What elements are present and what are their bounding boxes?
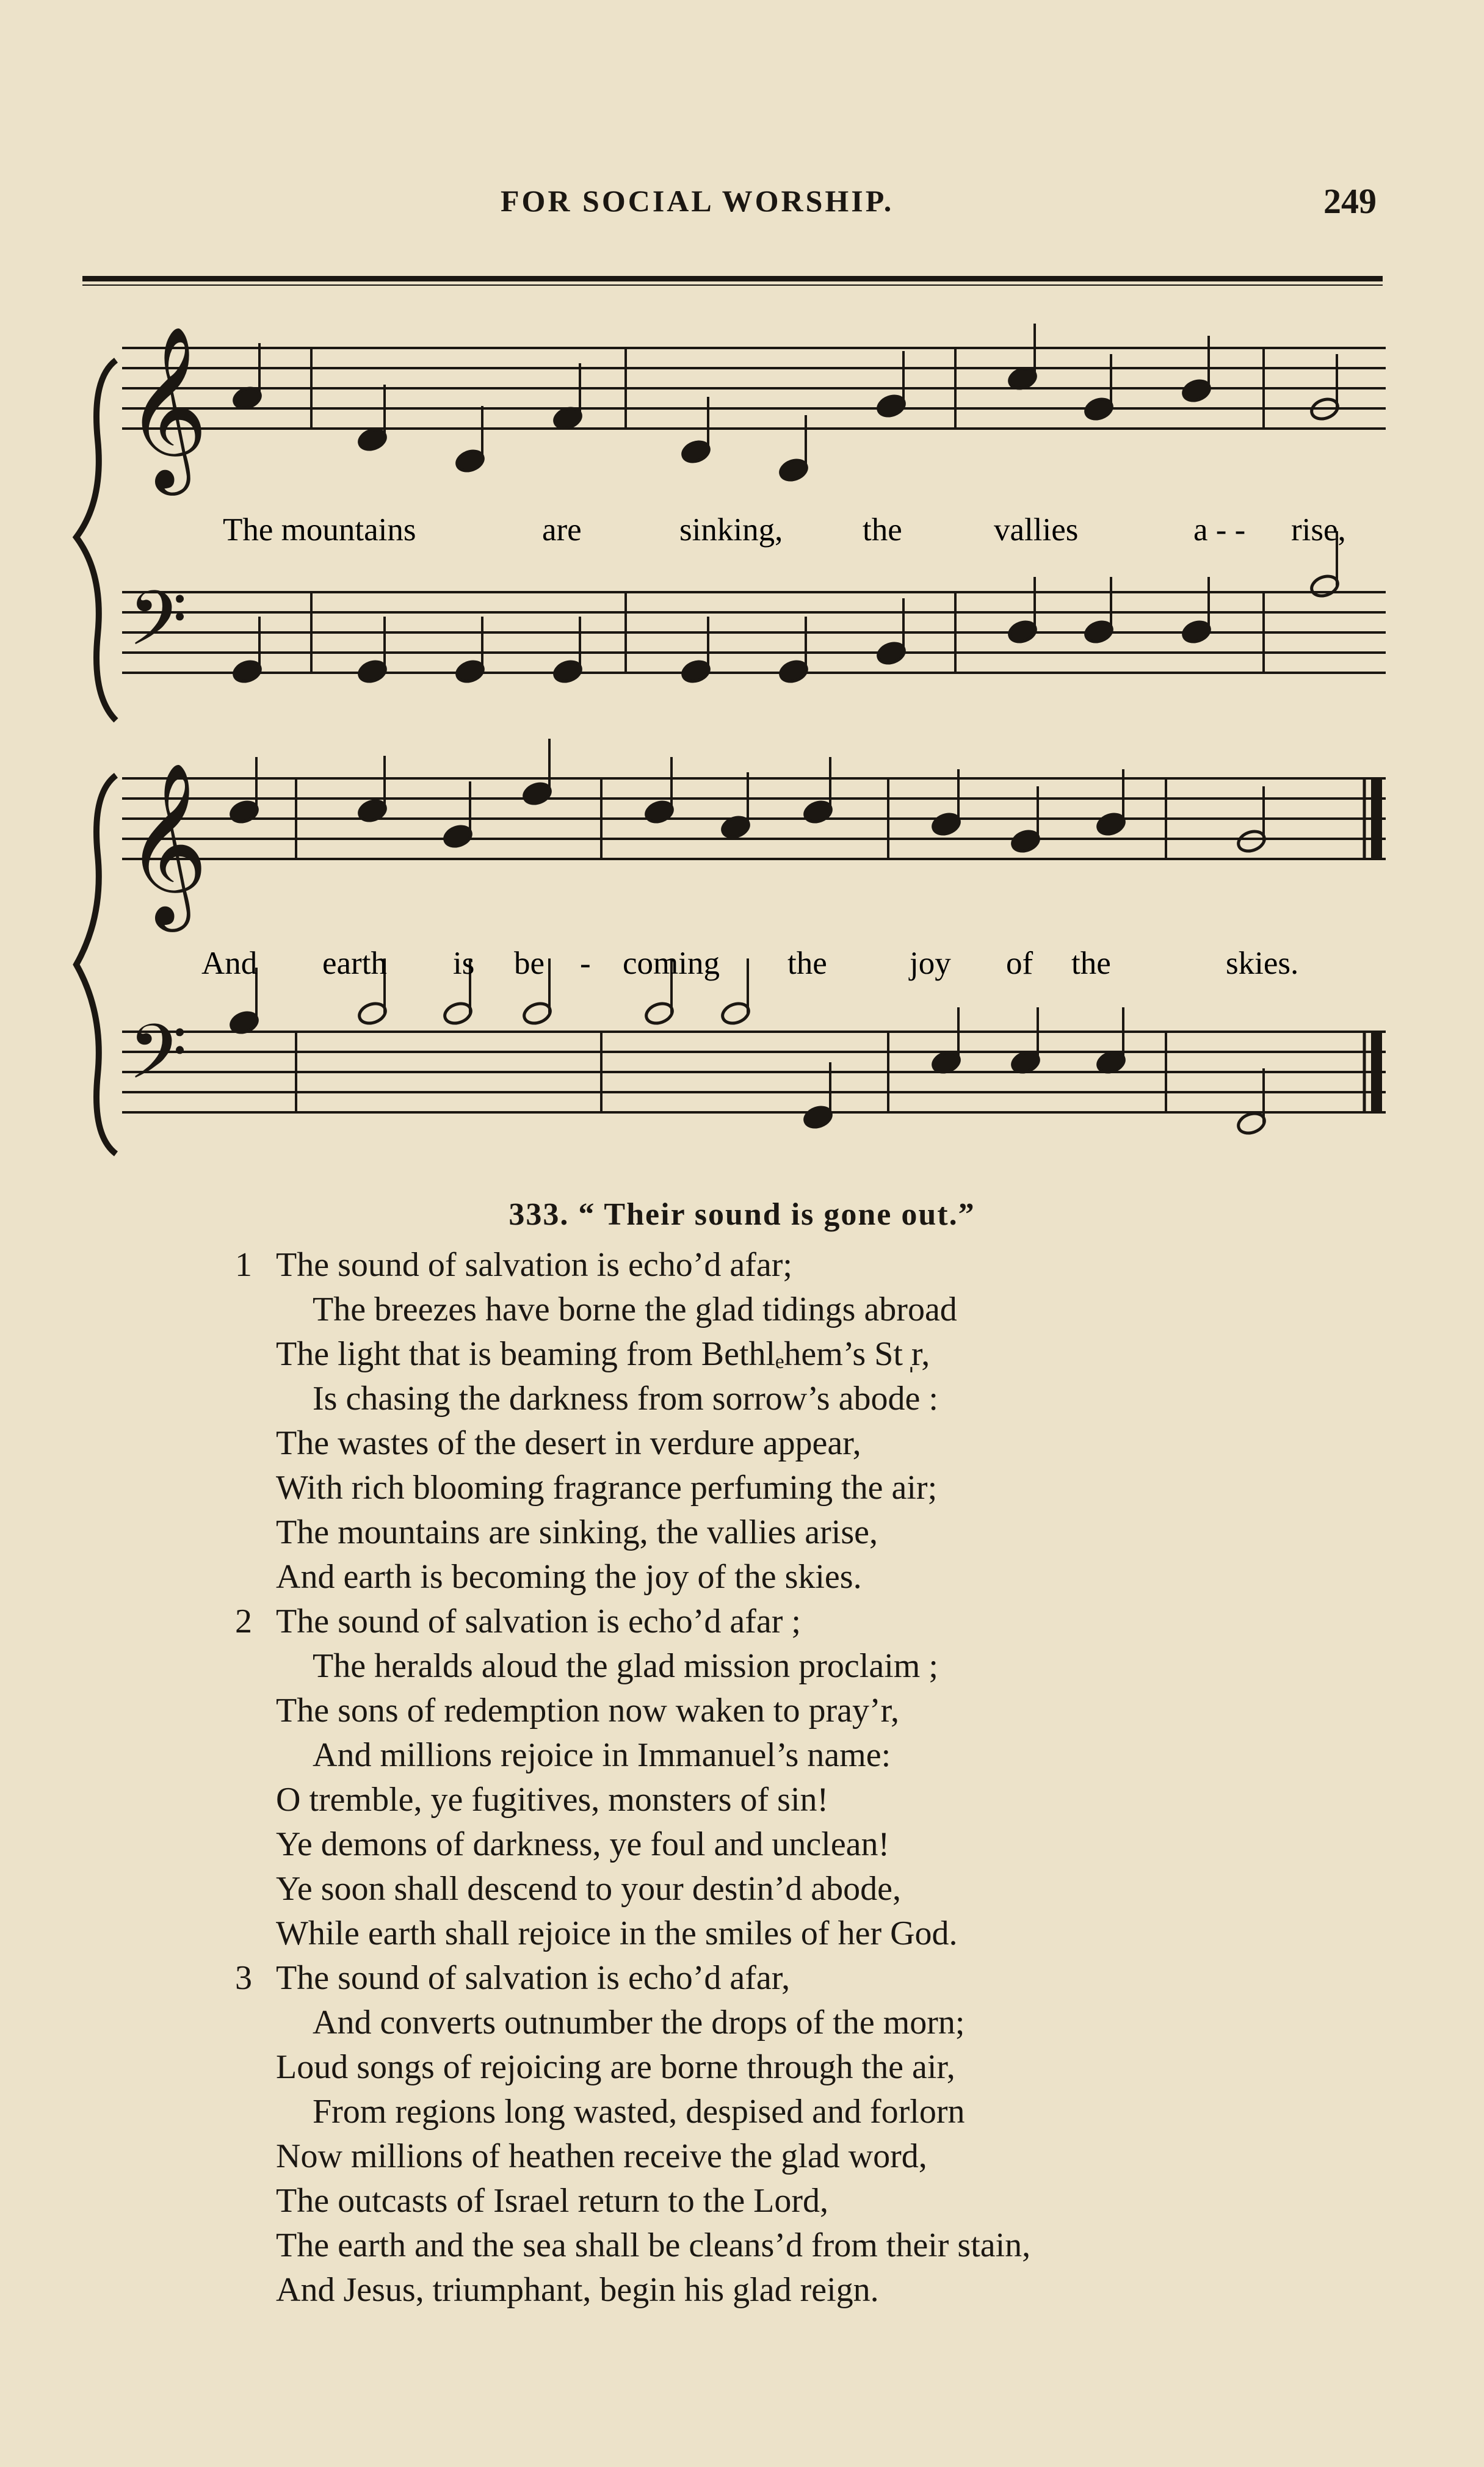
stanza-number: 2 [235,1603,252,1640]
verse-line: And earth is becoming the joy of the skies. [276,1558,862,1596]
verse-line: From regions long wasted, despised and forlorn [313,2093,965,2131]
verse-line: Ye demons of darkness, ye foul and unclean! [276,1825,890,1863]
svg-text:𝄞: 𝄞 [125,325,208,488]
lyric-13: coming [623,946,720,981]
lyric-3: sinking, [679,512,783,548]
stanza-number: 1 [235,1246,252,1284]
verse-line: And millions rejoice in Immanuel’s name: [313,1736,891,1774]
verse-line: Now millions of heathen receive the glad word, [276,2137,927,2175]
verse-line: And converts outnumber the drops of the morn; [313,2004,965,2041]
lyric-18: skies. [1226,946,1299,981]
lyric-16: of [1006,946,1033,981]
stanza-number: 3 [235,1959,252,1997]
lyric-8: And [201,946,258,981]
verse-line: While earth shall rejoice in the smiles of her God. [276,1915,958,1952]
lyric-15: joy [910,946,951,981]
verse-line: And Jesus, triumphant, begin his glad reign. [276,2271,879,2309]
verse-line: The wastes of the desert in verdure appear, [276,1424,861,1462]
verse-line: The mountains are sinking, the vallies arise, [276,1513,878,1551]
lyric-11: be [514,946,545,981]
lyric-17: the [1071,946,1111,981]
lyric-10: is [453,946,475,981]
lyric-2: are [542,512,582,548]
system-brace-2 [76,775,116,1154]
verse-line: The sound of salvation is echo’d afar ; [276,1603,801,1640]
bass-clef-icon [128,575,187,681]
verse-line: Is chasing the darkness from sorrow’s abode : [313,1380,938,1418]
verse-line: Loud songs of rejoicing are borne through the air, [276,2048,955,2086]
lyric-4: the [863,512,902,548]
lyric-7: rise, [1291,512,1346,548]
verse-line: O tremble, ye fugitives, monsters of sin! [276,1781,829,1819]
page-number: 249 [1323,181,1377,221]
verse-line: The sound of salvation is echo’d afar, [276,1959,791,1997]
verse-line: Ye soon shall descend to your destin’d abode, [276,1870,901,1908]
lyric-14: the [787,946,827,981]
treble-clef-icon-2 [125,762,208,932]
system-brace-1 [76,360,116,720]
lyric-6: a - - [1193,512,1246,548]
verse-line: The sound of salvation is echo’d afar; [276,1246,792,1284]
verse-line: The light that is beaming from Bethlₑhem’s St ̩r, [276,1335,930,1373]
verse-line: The sons of redemption now waken to pray’r, [276,1692,900,1730]
music-score [0,0,1484,1197]
verse-line: The earth and the sea shall be cleans’d from their stain, [276,2226,1031,2264]
bass-clef-icon-2 [128,1009,187,1115]
lyric-9: earth [322,946,387,981]
lyric-5: vallies [994,512,1079,548]
svg-text:𝄢: 𝄢 [128,575,187,681]
lyric-12: - [580,946,591,981]
verse-line: The breezes have borne the glad tidings abroad [313,1291,957,1328]
treble-clef-icon [125,325,208,496]
svg-text:𝄢: 𝄢 [128,1009,187,1115]
hymn-heading: 333. “ Their sound is gone out.” [509,1197,975,1232]
svg-text:𝄞: 𝄞 [125,762,208,925]
running-title: FOR SOCIAL WORSHIP. [501,184,894,218]
lyric-1: The mountains [223,512,416,548]
verse-line: With rich blooming fragrance perfuming the air; [276,1469,938,1507]
verse-line: The outcasts of Israel return to the Lord, [276,2182,829,2220]
verse-line: The heralds aloud the glad mission proclaim ; [313,1647,938,1685]
